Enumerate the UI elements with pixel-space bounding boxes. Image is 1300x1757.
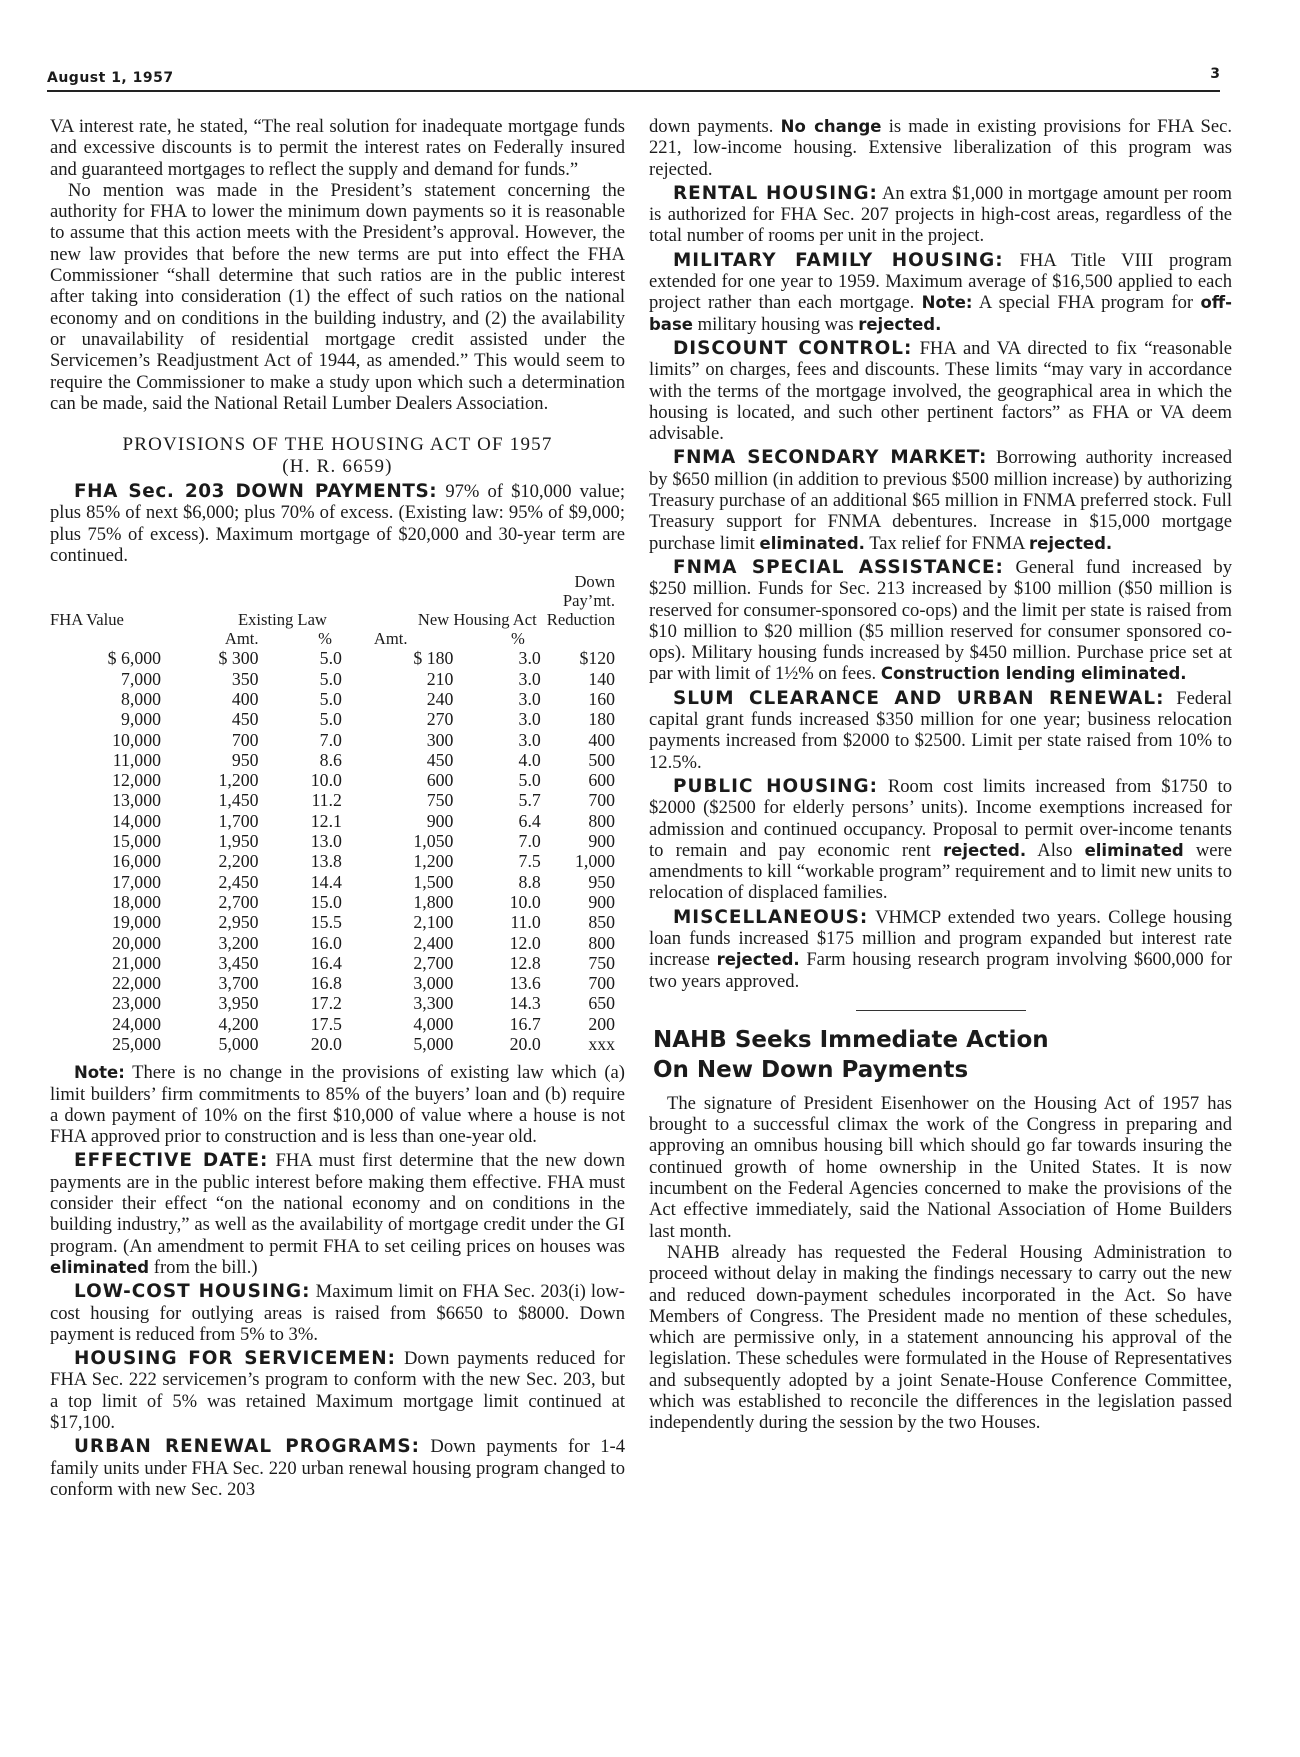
cell-new-amt: 240 bbox=[426, 688, 454, 709]
table-row bbox=[50, 953, 625, 973]
col-existing-law: Existing Law bbox=[237, 610, 327, 630]
table-row bbox=[50, 709, 625, 729]
fnma-secondary-heading: FNMA SECONDARY MARKET: bbox=[673, 447, 987, 469]
cell-reduction: $120 bbox=[579, 648, 615, 669]
military-housing-text-3: military housing was bbox=[692, 313, 859, 335]
fnma-secondary-text-1: Borrowing authority increased by $650 million (in addition to previous $500 million increase) by authorizing Treasury purchase of an additional $65 million in FNMA preferred stock. Full Treasury support for FNMA debentures. Increase in $15,000 mortgage purchase limit bbox=[649, 447, 1232, 554]
cell-new-pct: 3.0 bbox=[518, 729, 541, 750]
table-row bbox=[50, 1014, 625, 1034]
cell-new-pct: 5.7 bbox=[518, 790, 541, 811]
cell-new-pct: 20.0 bbox=[509, 1033, 541, 1054]
nahb-paragraph-1: The signature of President Eisenhower on the Housing Act of 1957 has brought to a successful climax the work of the Congress in preparing and approving an omnibus housing bill which should go far towards insuring the continued growth of home ownership in the United States. It is now incumbent on the Federal Agencies concerned to make the provisions of the Act effective immediately, said the National Association of Home Builders last month. bbox=[649, 1092, 1232, 1242]
col-down-line-2: Pay’mt. bbox=[562, 591, 615, 611]
cell-new-amt: 450 bbox=[426, 749, 454, 770]
cell-fha-value: 14,000 bbox=[112, 810, 161, 831]
continuation-bold: No change bbox=[780, 117, 882, 136]
cell-reduction: xxx bbox=[588, 1033, 615, 1054]
miscellaneous-text-2: Farm housing research program involving $600,000 for two years approved. bbox=[649, 949, 1232, 992]
cell-new-pct: 7.0 bbox=[518, 831, 541, 852]
cell-fha-value: 15,000 bbox=[112, 831, 161, 852]
cell-reduction: 400 bbox=[588, 729, 615, 750]
sub-amt-new: Amt. bbox=[373, 629, 408, 649]
military-housing-note: Note: bbox=[921, 293, 973, 313]
cell-reduction: 900 bbox=[588, 831, 615, 852]
cell-existing-pct: 5.0 bbox=[319, 668, 342, 689]
col-new-housing-act: New Housing Act bbox=[417, 610, 537, 630]
cell-new-amt: 1,500 bbox=[413, 871, 454, 892]
public-housing-text-3: were amendments to kill “workable program” requirement and to limit new units to relocation of displaced families. bbox=[649, 839, 1232, 904]
cell-reduction: 600 bbox=[588, 770, 615, 791]
cell-reduction: 800 bbox=[588, 932, 615, 953]
cell-new-amt: 3,000 bbox=[413, 973, 454, 994]
cell-new-amt: 3,300 bbox=[413, 993, 454, 1014]
provisions-title: PROVISIONS OF THE HOUSING ACT OF 1957 bbox=[122, 434, 553, 456]
cell-reduction: 140 bbox=[588, 668, 615, 689]
discount-control-text: FHA and VA directed to fix “reasonable limits” on charges, fees and discounts. These limits “may vary in accordance with the terms of the mortgage involved, the geographical area in which the housing is located, and such other pertinent factors” as FHA or VA deem advisable. bbox=[649, 337, 1232, 445]
cell-existing-pct: 8.6 bbox=[319, 749, 342, 770]
cell-new-pct: 3.0 bbox=[518, 709, 541, 730]
cell-reduction: 160 bbox=[588, 688, 615, 709]
cell-existing-amt: 2,950 bbox=[218, 912, 259, 933]
cell-fha-value: 24,000 bbox=[112, 1013, 161, 1034]
cell-reduction: 700 bbox=[588, 973, 615, 994]
cell-reduction: 900 bbox=[588, 891, 615, 912]
table-row bbox=[50, 790, 625, 810]
table-row bbox=[50, 851, 625, 871]
cell-new-pct: 4.0 bbox=[518, 749, 541, 770]
effective-date-text-2: from the bill.) bbox=[149, 1256, 258, 1278]
cell-existing-pct: 13.0 bbox=[310, 831, 342, 852]
fnma-special-paragraph bbox=[649, 557, 1232, 685]
cell-existing-amt: 450 bbox=[231, 709, 259, 730]
cell-new-pct: 3.0 bbox=[518, 648, 541, 669]
table-row bbox=[50, 872, 625, 892]
cell-fha-value: 8,000 bbox=[120, 688, 161, 709]
urban-renewal-programs-text: Down payments for 1-4 family units under FHA Sec. 220 urban renewal housing program changed to conform with new Sec. 203 bbox=[50, 1436, 625, 1500]
table-row bbox=[50, 669, 625, 689]
cell-new-pct: 12.0 bbox=[509, 932, 541, 953]
cell-new-pct: 5.0 bbox=[518, 770, 541, 791]
cell-fha-value: 21,000 bbox=[112, 952, 161, 973]
cell-new-amt: 1,050 bbox=[413, 831, 454, 852]
fnma-secondary-text-2: Tax relief for FNMA bbox=[864, 532, 1030, 554]
military-housing-paragraph bbox=[649, 250, 1232, 335]
fnma-special-text-1: General fund increased by $250 million. Funds for Sec. 213 increased by $100 million ($50 million is reserved for consumer-sponsored co-ops) and the limit per state is raised from $10 million to $20 million ($5 million reserved for consumer sponsored co-ops). Military housing funds increased by $450 million. Purchase price set at par with limit of 1½% on fees. bbox=[649, 556, 1232, 685]
cell-existing-pct: 5.0 bbox=[319, 648, 342, 669]
fnma-secondary-paragraph bbox=[649, 447, 1232, 553]
effective-date-text-1: FHA must first determine that the new down payments are in the public interest before making them effective. FHA must consider their effect “on the national economy and on conditions in the building industry,” as well as the availability of mortgage credit under the GI program. (An amendment to permit FHA to set ceiling prices on houses was bbox=[50, 1150, 625, 1257]
cell-fha-value: 18,000 bbox=[112, 891, 161, 912]
slum-clearance-text: Federal capital grant funds increased $350 million for one year; business relocation payments increased from $2000 to $2500. Limit per state raised from 10% to 12.5%. bbox=[649, 687, 1233, 773]
page-header bbox=[47, 66, 1220, 92]
military-housing-text-1: FHA Title VIII program extended for one year to 1959. Maximum average of $16,500 applied to each project rather than each mortgage. bbox=[649, 249, 1233, 314]
cell-existing-pct: 17.2 bbox=[310, 993, 342, 1014]
miscellaneous-heading: MISCELLANEOUS: bbox=[673, 906, 869, 928]
cell-new-amt: 750 bbox=[426, 790, 454, 811]
effective-date-paragraph bbox=[50, 1150, 625, 1278]
table-row bbox=[50, 831, 625, 851]
table-row bbox=[50, 730, 625, 750]
note-label: Note: bbox=[74, 1063, 125, 1083]
cell-reduction: 1,000 bbox=[574, 851, 615, 872]
servicemen-paragraph bbox=[50, 1348, 625, 1433]
cell-existing-pct: 5.0 bbox=[319, 688, 342, 709]
cell-existing-amt: 400 bbox=[231, 688, 259, 709]
cell-new-pct: 13.6 bbox=[509, 973, 541, 994]
cell-existing-pct: 7.0 bbox=[319, 729, 342, 750]
intro-paragraph-2: No mention was made in the President’s statement concerning the authority for FHA to lower the minimum down payments so it is reasonable to assume that this action meets with the President’s approval. However, the new law provides that before the new terms are put into effect the FHA Commissioner “shall determine that such ratios are in the public interest after taking into consideration (1) the effect of such ratios on the national economy and on conditions in the building industry, and (2) the availability or unavailability of residential mortgage credit assisted under the Servicemen’s Readjustment Act of 1944, as amended.” This would seem to require the Commissioner to make a study upon which such a determination can be made, said the National Retail Lumber Dealers Association. bbox=[50, 179, 625, 414]
table-row bbox=[50, 933, 625, 953]
cell-new-pct: 16.7 bbox=[509, 1013, 541, 1034]
cell-new-pct: 3.0 bbox=[518, 688, 541, 709]
cell-existing-amt: 700 bbox=[231, 729, 259, 750]
page-number: 3 bbox=[1210, 66, 1220, 82]
note-text: There is no change in the provisions of existing law which (a) limit builders’ firm commitments to 85% of the buyers’ loan and (b) require a down payment of 10% on the first $10,000 of value where a house is not FHA approved prior to construction and is less than one-year old. bbox=[50, 1062, 625, 1148]
cell-new-amt: 2,400 bbox=[413, 932, 454, 953]
cell-fha-value: 7,000 bbox=[120, 668, 161, 689]
cell-reduction: 200 bbox=[588, 1013, 615, 1034]
cell-existing-pct: 16.0 bbox=[310, 932, 342, 953]
cell-new-amt: 4,000 bbox=[413, 1013, 454, 1034]
cell-new-amt: 2,700 bbox=[413, 952, 454, 973]
fha203-paragraph bbox=[50, 481, 625, 566]
cell-existing-pct: 15.5 bbox=[310, 912, 342, 933]
cell-fha-value: 9,000 bbox=[120, 709, 161, 730]
low-cost-text: Maximum limit on FHA Sec. 203(i) low-cost housing for outlying areas is raised from $6650 to $8000. Down payment is reduced from 5% to 3%. bbox=[50, 1281, 626, 1345]
discount-control-paragraph bbox=[649, 338, 1232, 444]
continuation-text-2: is made in existing provisions for FHA Sec. 221, low-income housing. Extensive liberalization of this program was rejected. bbox=[649, 116, 1232, 180]
cell-existing-pct: 15.0 bbox=[310, 891, 342, 912]
cell-existing-pct: 5.0 bbox=[319, 709, 342, 730]
cell-existing-pct: 16.4 bbox=[310, 952, 342, 973]
provisions-subtitle: (H. R. 6659) bbox=[282, 456, 393, 478]
table-subheader-row bbox=[50, 629, 625, 648]
cell-reduction: 750 bbox=[588, 952, 615, 973]
cell-new-pct: 14.3 bbox=[509, 993, 541, 1014]
military-housing-heading: MILITARY FAMILY HOUSING: bbox=[673, 249, 1004, 271]
rental-housing-heading: RENTAL HOUSING: bbox=[673, 182, 878, 204]
table-row bbox=[50, 973, 625, 993]
cell-existing-pct: 10.0 bbox=[310, 770, 342, 791]
col-fha-value: FHA Value bbox=[50, 610, 124, 630]
cell-reduction: 850 bbox=[588, 912, 615, 933]
military-housing-text-2: A special FHA program for bbox=[972, 292, 1201, 314]
cell-reduction: 950 bbox=[588, 871, 615, 892]
col-down-line-3: Reduction bbox=[546, 610, 615, 630]
table-header-row-3 bbox=[50, 610, 625, 629]
cell-existing-amt: 2,700 bbox=[218, 891, 259, 912]
cell-existing-amt: 5,000 bbox=[218, 1033, 259, 1054]
effective-date-bold: eliminated bbox=[50, 1257, 150, 1277]
slum-clearance-heading: SLUM CLEARANCE AND URBAN RENEWAL: bbox=[673, 687, 1165, 709]
public-housing-bold-1: rejected. bbox=[943, 840, 1027, 860]
fha203-heading: FHA Sec. 203 DOWN PAYMENTS: bbox=[74, 481, 438, 503]
cell-fha-value: 20,000 bbox=[112, 932, 161, 953]
cell-fha-value: 12,000 bbox=[112, 770, 161, 791]
cell-fha-value: 17,000 bbox=[112, 871, 161, 892]
cell-new-pct: 6.4 bbox=[518, 810, 541, 831]
provisions-title-block bbox=[50, 434, 625, 478]
cell-new-pct: 3.0 bbox=[518, 668, 541, 689]
nahb-headline-line-1: NAHB Seeks Immediate Action bbox=[653, 1026, 1049, 1053]
cell-reduction: 800 bbox=[588, 810, 615, 831]
cell-existing-amt: 3,450 bbox=[218, 952, 259, 973]
cell-new-amt: 1,800 bbox=[413, 891, 454, 912]
cell-new-amt: 5,000 bbox=[413, 1033, 454, 1054]
cell-existing-amt: 2,200 bbox=[218, 851, 259, 872]
public-housing-heading: PUBLIC HOUSING: bbox=[673, 775, 878, 797]
intro-paragraph-1: VA interest rate, he stated, “The real solution for inadequate mortgage funds and excessive discounts is to permit the interest rates on Federally insured and guaranteed mortgages to reflect the supply and demand for funds.” bbox=[50, 116, 625, 180]
cell-new-amt: 900 bbox=[426, 810, 454, 831]
discount-control-heading: DISCOUNT CONTROL: bbox=[673, 337, 913, 359]
cell-existing-amt: 2,450 bbox=[218, 871, 259, 892]
cell-reduction: 700 bbox=[588, 790, 615, 811]
cell-existing-amt: 1,950 bbox=[218, 831, 259, 852]
military-housing-bold-2: rejected. bbox=[858, 314, 942, 334]
cell-existing-amt: 3,950 bbox=[218, 993, 259, 1014]
cell-existing-amt: $ 300 bbox=[218, 648, 259, 669]
low-cost-paragraph bbox=[50, 1281, 625, 1345]
table-row bbox=[50, 811, 625, 831]
cell-existing-amt: 350 bbox=[231, 668, 259, 689]
nahb-paragraph-2: NAHB already has requested the Federal Housing Administration to proceed without delay in making the findings necessary to carry out the new and reduced down-payment schedules incorporated in the Act. So have Members of Congress. The President made no mention of these schedules, which are permissive only, in a statement announcing his approval of the legislation. These schedules were formulated in the House of Representatives and subsequently adopted by a joint Senate-House Conference Committee, which was established to reconcile the differences in the legislation passed independently during the session by the two Houses. bbox=[649, 1241, 1232, 1434]
cell-existing-pct: 20.0 bbox=[310, 1033, 342, 1054]
table-row bbox=[50, 689, 625, 709]
continuation-text-1: down payments. bbox=[649, 116, 781, 137]
left-column bbox=[50, 116, 625, 1500]
cell-existing-pct: 14.4 bbox=[310, 871, 342, 892]
public-housing-text-1: Room cost limits increased from $1750 to $2000 ($2500 for elderly persons’ units). Income exemptions increased for admission and continued occupancy. Proposal to permit over-income tenants to remain and pay economic rent bbox=[649, 775, 1232, 861]
cell-existing-amt: 3,700 bbox=[218, 973, 259, 994]
public-housing-text-2: Also bbox=[1026, 839, 1085, 861]
cell-fha-value: 10,000 bbox=[112, 729, 161, 750]
table-header-row-1 bbox=[50, 572, 625, 591]
miscellaneous-bold: rejected. bbox=[716, 950, 800, 970]
cell-fha-value: 25,000 bbox=[112, 1033, 161, 1054]
servicemen-text: Down payments reduced for FHA Sec. 222 servicemen’s program to conform with the new Sec. 203, but a top limit of 5% was retained Maximum mortgage limit continued at $17,100. bbox=[50, 1348, 625, 1434]
table-header-row-2 bbox=[50, 591, 625, 610]
cell-new-amt: 270 bbox=[426, 709, 454, 730]
cell-new-pct: 8.8 bbox=[518, 871, 541, 892]
cell-existing-amt: 3,200 bbox=[218, 932, 259, 953]
cell-existing-pct: 11.2 bbox=[311, 790, 342, 811]
continuation-paragraph bbox=[649, 116, 1232, 180]
section-divider bbox=[856, 1010, 1026, 1011]
issue-date: August 1, 1957 bbox=[47, 70, 174, 86]
fnma-special-heading: FNMA SPECIAL ASSISTANCE: bbox=[673, 556, 1004, 578]
fnma-special-bold: Construction lending eliminated. bbox=[880, 664, 1187, 684]
down-payment-table bbox=[50, 572, 625, 1054]
public-housing-paragraph bbox=[649, 776, 1232, 904]
fnma-secondary-bold-2: rejected. bbox=[1029, 533, 1113, 553]
right-column bbox=[649, 116, 1232, 1434]
table-row bbox=[50, 1034, 625, 1054]
nahb-headline-line-2: On New Down Payments bbox=[653, 1056, 969, 1083]
cell-new-pct: 7.5 bbox=[518, 851, 541, 872]
table-row bbox=[50, 750, 625, 770]
cell-fha-value: 13,000 bbox=[112, 790, 161, 811]
fha203-text: 97% of $10,000 value; plus 85% of next $6,000; plus 70% of excess. (Existing law: 95% of $9,000; plus 75% of excess). Maximum mortgage of $20,000 and 30-year term are continued. bbox=[50, 481, 626, 567]
cell-reduction: 650 bbox=[588, 993, 615, 1014]
cell-new-amt: 1,200 bbox=[413, 851, 454, 872]
rental-housing-text: An extra $1,000 in mortgage amount per room is authorized for FHA Sec. 207 projects in high-cost areas, regardless of the total number of rooms per unit in the project. bbox=[649, 182, 1232, 247]
cell-fha-value: 16,000 bbox=[112, 851, 161, 872]
miscellaneous-text-1: VHMCP extended two years. College housing loan funds increased $175 million and program expanded but interest rate increase bbox=[649, 906, 1232, 971]
cell-existing-pct: 16.8 bbox=[310, 973, 342, 994]
cell-reduction: 180 bbox=[588, 709, 615, 730]
cell-new-pct: 10.0 bbox=[509, 891, 541, 912]
cell-fha-value: 11,000 bbox=[112, 749, 161, 770]
sub-pct-new: % bbox=[510, 629, 525, 649]
col-down-line-1: Down bbox=[574, 572, 615, 592]
servicemen-heading: HOUSING FOR SERVICEMEN: bbox=[74, 1348, 396, 1370]
cell-new-amt: 300 bbox=[426, 729, 454, 750]
public-housing-bold-2: eliminated bbox=[1084, 840, 1184, 860]
nahb-headline bbox=[653, 1025, 1232, 1085]
cell-existing-pct: 13.8 bbox=[310, 851, 342, 872]
cell-existing-pct: 12.1 bbox=[310, 810, 342, 831]
cell-existing-amt: 1,200 bbox=[218, 770, 259, 791]
table-row bbox=[50, 912, 625, 932]
cell-new-amt: 600 bbox=[426, 770, 454, 791]
cell-existing-amt: 1,450 bbox=[218, 790, 259, 811]
cell-fha-value: 19,000 bbox=[112, 912, 161, 933]
note-paragraph bbox=[50, 1062, 625, 1147]
cell-new-pct: 12.8 bbox=[509, 952, 541, 973]
sub-pct-existing: % bbox=[318, 629, 332, 649]
cell-new-amt: 210 bbox=[426, 668, 454, 689]
cell-existing-amt: 4,200 bbox=[218, 1013, 259, 1034]
cell-fha-value: 23,000 bbox=[112, 993, 161, 1014]
cell-new-amt: $ 180 bbox=[413, 648, 454, 669]
cell-existing-amt: 1,700 bbox=[218, 810, 259, 831]
sub-amt-existing: Amt. bbox=[224, 629, 259, 649]
effective-date-heading: EFFECTIVE DATE: bbox=[74, 1150, 269, 1172]
table-row bbox=[50, 648, 625, 668]
table-row bbox=[50, 770, 625, 790]
miscellaneous-paragraph bbox=[649, 907, 1232, 992]
cell-existing-amt: 950 bbox=[231, 749, 259, 770]
military-housing-bold-1: off-base bbox=[649, 293, 1233, 334]
low-cost-heading: LOW-COST HOUSING: bbox=[74, 1281, 311, 1303]
cell-fha-value: $ 6,000 bbox=[107, 648, 161, 669]
cell-new-amt: 2,100 bbox=[413, 912, 454, 933]
urban-renewal-programs-paragraph bbox=[50, 1436, 625, 1500]
cell-new-pct: 11.0 bbox=[510, 912, 541, 933]
slum-clearance-paragraph bbox=[649, 688, 1232, 773]
cell-reduction: 500 bbox=[588, 749, 615, 770]
cell-existing-pct: 17.5 bbox=[310, 1013, 342, 1034]
cell-fha-value: 22,000 bbox=[112, 973, 161, 994]
table-row bbox=[50, 892, 625, 912]
table-row bbox=[50, 993, 625, 1013]
rental-housing-paragraph bbox=[649, 183, 1232, 247]
urban-renewal-programs-heading: URBAN RENEWAL PROGRAMS: bbox=[74, 1436, 420, 1458]
fnma-secondary-bold-1: eliminated. bbox=[759, 533, 865, 553]
